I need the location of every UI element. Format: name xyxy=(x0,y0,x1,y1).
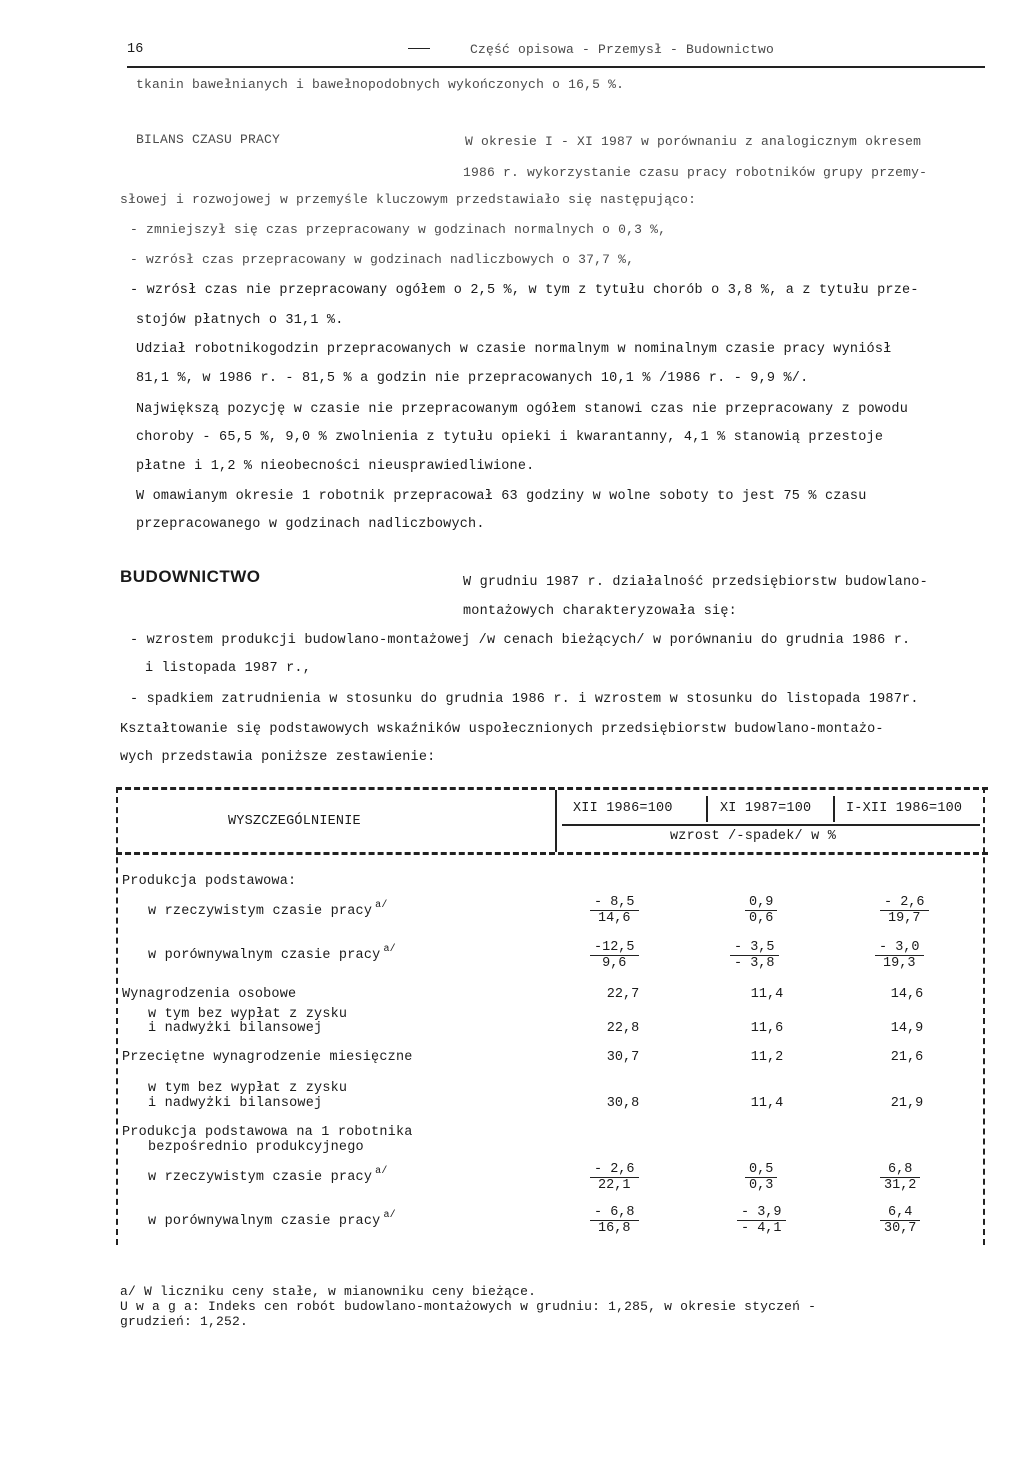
wb-line-13: W omawianym okresie 1 robotnik przepracował 63 godziny w wolne soboty to jest 75 % czasu xyxy=(136,489,867,504)
frac-r3-c1: $\frac{-12,5}{9,6}$ xyxy=(590,940,639,971)
row-label-wages-excl-b: i nadwyżki bilansowej xyxy=(148,1021,323,1036)
row-label-avg-wage-excl-b: i nadwyżki bilansowej xyxy=(148,1096,323,1111)
intro-line: tkanin bawełnianych i bawełnopodobnych wykończonych o 16,5 %. xyxy=(136,77,625,92)
val-r6-c1: 30,7 xyxy=(606,1050,640,1065)
row-label-wages: Wynagrodzenia osobowe xyxy=(122,987,297,1002)
table-divider-col2 xyxy=(706,796,708,822)
row-label-wages-excl-a: w tym bez wypłat z zysku xyxy=(148,1007,348,1022)
val-r4-c1: 22,7 xyxy=(606,987,640,1002)
row-label-real-time-2: w rzeczywistym czasie pracy $^{a/}$ xyxy=(148,1166,388,1185)
val-r4-c2: 11,4 xyxy=(750,987,784,1002)
frac-r9-c1: $\frac{- 2,6}{22,1}$ xyxy=(590,1162,639,1193)
bud-line-2: montażowych charakteryzowała się: xyxy=(463,604,737,619)
frac-r10-c2: $\frac{- 3,9}{- 4,1}$ xyxy=(737,1205,786,1236)
frac-r9-c3: $\frac{6,8}{31,2}$ xyxy=(880,1162,920,1193)
wb-line-9: 81,1 %, w 1986 r. - 81,5 % a godzin nie przepracowanych 10,1 % /1986 r. - 9,9 %/. xyxy=(136,371,809,386)
table-divider-label xyxy=(555,790,557,852)
wb-line-3: słowej i rozwojowej w przemyśle kluczowym przedstawiało się następująco: xyxy=(120,192,697,207)
val-r5-c3: 14,9 xyxy=(890,1021,924,1036)
row-label-real-time: w rzeczywistym czasie pracy $^{a/}$ xyxy=(148,900,388,919)
table-subheader-rule xyxy=(562,824,980,826)
bud-line-5: - spadkiem zatrudnienia w stosunku do grudnia 1986 r. i wzrostem w stosunku do listopada 1987r. xyxy=(130,692,919,707)
row-label-comparable-time: w porównywalnym czasie pracy $^{a/}$ xyxy=(148,944,396,963)
frac-r9-c2: $\frac{0,5}{0,3}$ xyxy=(745,1162,777,1193)
bud-line-3: - wzrostem produkcji budowlano-montażowej /w cenach bieżących/ w porównaniu do grudnia 1986 r. xyxy=(130,633,911,648)
table-col3-header: I-XII 1986=100 xyxy=(846,801,963,816)
frac-r3-c3: $\frac{- 3,0}{19,3}$ xyxy=(875,940,924,971)
row-label-avg-wage-excl-a: w tym bez wypłat z zysku xyxy=(148,1081,348,1096)
table-left-border xyxy=(116,787,118,1245)
wb-line-2: 1986 r. wykorzystanie czasu pracy robotników grupy przemy- xyxy=(463,165,928,180)
header-rule xyxy=(127,66,985,68)
table-right-border xyxy=(983,787,985,1245)
wb-line-4: - zmniejszył się czas przepracowany w godzinach normalnych o 0,3 %, xyxy=(130,222,667,237)
construction-heading: BUDOWNICTWO xyxy=(120,567,261,586)
footnote-a: a/ W liczniku ceny stałe, w mianowniku ceny bieżące. xyxy=(120,1284,537,1299)
bud-line-1: W grudniu 1987 r. działalność przedsiębiorstw budowlano- xyxy=(463,575,928,590)
wb-line-5: - wzrósł czas przepracowany w godzinach nadliczbowych o 37,7 %, xyxy=(130,252,635,267)
table-header-label: WYSZCZEGÓLNIENIE xyxy=(228,814,361,829)
val-r7-c1: 30,8 xyxy=(606,1096,640,1111)
wb-line-8: Udział robotnikogodzin przepracowanych w czasie normalnym w nominalnym czasie pracy wyniósł xyxy=(136,342,892,357)
val-r5-c2: 11,6 xyxy=(750,1021,784,1036)
table-col1-header: XII 1986=100 xyxy=(573,801,673,816)
wb-line-11: choroby - 65,5 %, 9,0 % zwolnienia z tytułu opieki i kwarantanny, 4,1 % stanowią przestoje xyxy=(136,430,884,445)
table-header-border xyxy=(116,852,988,855)
frac-r3-c2: $\frac{- 3,5}{- 3,8}$ xyxy=(730,940,779,971)
table-col2-header: XI 1987=100 xyxy=(720,801,812,816)
bud-line-7: wych przedstawia poniższe zestawienie: xyxy=(120,750,436,765)
val-r6-c2: 11,2 xyxy=(750,1050,784,1065)
wb-line-6: - wzrósł czas nie przepracowany ogółem o 2,5 %, w tym z tytułu chorób o 3,8 %, a z tytułu prze- xyxy=(130,283,919,298)
wb-line-1: W okresie I - XI 1987 w porównaniu z analogicznym okresem xyxy=(465,134,922,149)
val-r6-c3: 21,6 xyxy=(890,1050,924,1065)
row-label-production-per-worker-a: Produkcja podstawowa na 1 robotnika xyxy=(122,1125,413,1140)
wb-line-10: Największą pozycję w czasie nie przepracowanym ogółem stanowi czas nie przepracowany z powodu xyxy=(136,402,909,417)
frac-r10-c3: $\frac{6,4}{30,7}$ xyxy=(880,1205,920,1236)
table-top-border xyxy=(116,787,988,790)
row-label-comparable-time-2: w porównywalnym czasie pracy $^{a/}$ xyxy=(148,1210,396,1229)
row-label-production: Produkcja podstawowa: xyxy=(122,874,297,889)
wb-line-14: przepracowanego w godzinach nadliczbowych. xyxy=(136,517,485,532)
frac-r2-c1: $\frac{- 8,5}{14,6}$ xyxy=(590,895,639,926)
table-subheader: wzrost /-spadek/ w % xyxy=(670,829,837,844)
wb-line-7: stojów płatnych o 31,1 %. xyxy=(136,313,344,328)
running-title: Część opisowa - Przemysł - Budownictwo xyxy=(470,42,775,57)
row-label-production-per-worker-b: bezpośrednio produkcyjnego xyxy=(148,1140,364,1155)
val-r5-c1: 22,8 xyxy=(606,1021,640,1036)
bud-line-6: Kształtowanie się podstawowych wskaźników uspołecznionych przedsiębiorstw budowlano-montażo- xyxy=(120,722,884,737)
wb-line-12: płatne i 1,2 % nieobecności nieusprawiedliwione. xyxy=(136,459,535,474)
frac-r2-c2: $\frac{0,9}{0,6}$ xyxy=(745,895,777,926)
header-dash xyxy=(408,48,430,49)
page-number: 16 xyxy=(127,42,144,57)
val-r4-c3: 14,6 xyxy=(890,987,924,1002)
val-r7-c2: 11,4 xyxy=(750,1096,784,1111)
work-balance-heading: BILANS CZASU PRACY xyxy=(136,132,281,147)
bud-line-4: i listopada 1987 r., xyxy=(145,661,312,676)
footnote-note-2: grudzień: 1,252. xyxy=(120,1314,249,1329)
table-divider-col3 xyxy=(833,796,835,822)
row-label-avg-wage: Przeciętne wynagrodzenie miesięczne xyxy=(122,1050,413,1065)
footnote-note-1: U w a g a: Indeks cen robót budowlano-montażowych w grudniu: 1,285, w okresie styczeń - xyxy=(120,1299,817,1314)
frac-r2-c3: $\frac{- 2,6}{19,7}$ xyxy=(880,895,929,926)
frac-r10-c1: $\frac{- 6,8}{16,8}$ xyxy=(590,1205,639,1236)
val-r7-c3: 21,9 xyxy=(890,1096,924,1111)
